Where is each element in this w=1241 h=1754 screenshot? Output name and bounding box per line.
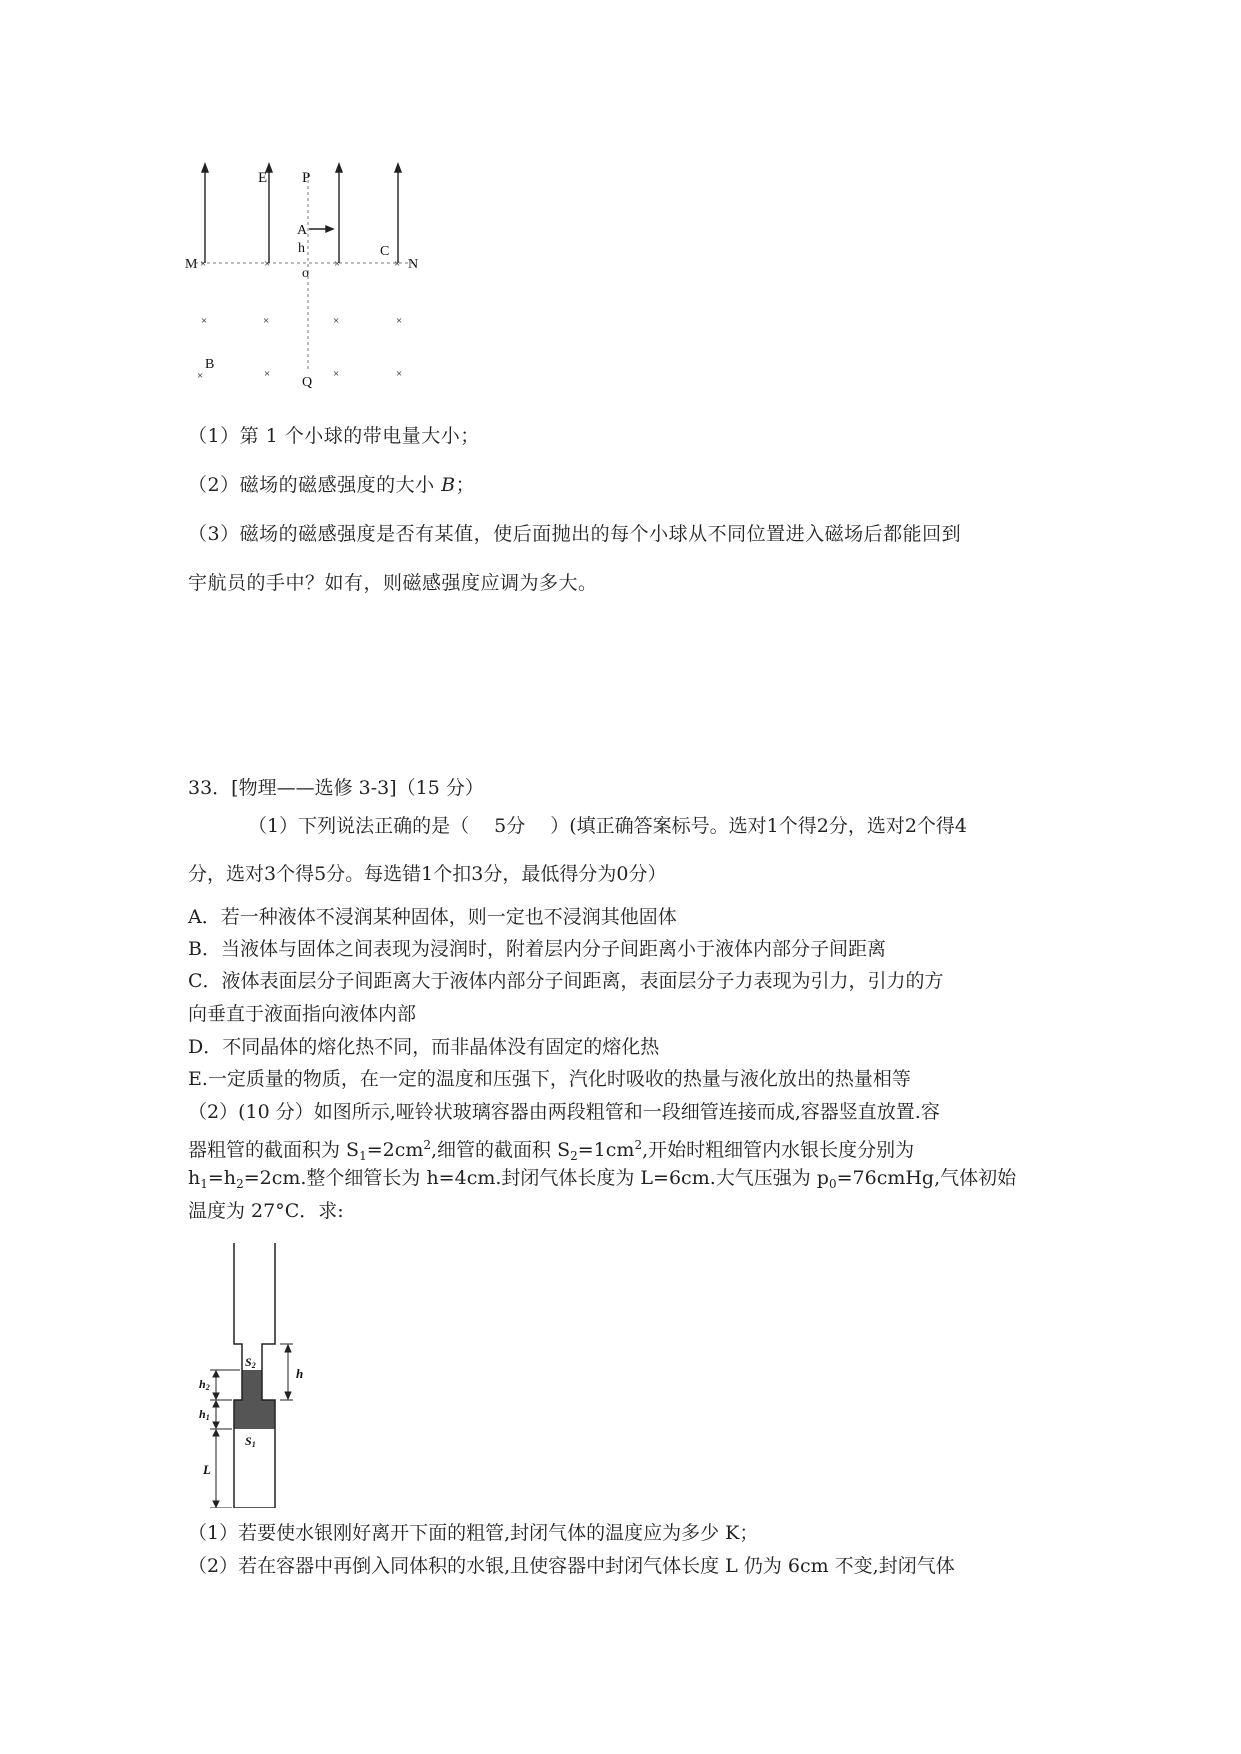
label-s1-base: S (245, 1434, 252, 1448)
q33-part1-line-1: （1）下列说法正确的是（ 5分 ）(填正确答案标号。选对1个得2分，选对2个得4 (248, 815, 968, 837)
field-cross: × (264, 368, 271, 380)
q32-item-2-text: （2）磁场的磁感强度的大小 (188, 474, 442, 496)
field-diagram (185, 160, 435, 400)
p3-text: =76cmHg,气体初始 (836, 1167, 1017, 1189)
p2-text: 器粗管的截面积为 S (188, 1139, 360, 1161)
label-h: h (298, 241, 305, 256)
field-cross: × (333, 315, 340, 327)
label-h: h (296, 1366, 304, 1381)
q33-sub-question-2: （2）若在容器中再倒入同体积的水银,且使容器中封闭气体长度 L 仍为 6cm 不变,封闭气体 (188, 1555, 955, 1577)
mercury-h2 (242, 1370, 262, 1400)
label-h2-sub: 2 (205, 1383, 210, 1392)
label-m: M (185, 257, 198, 272)
option-b: B．当液体与固体之间表现为浸润时，附着层内分子间距离小于液体内部分子间距离 (188, 938, 886, 960)
label-h2 (199, 1377, 210, 1392)
mercury-h1 (234, 1400, 275, 1429)
label-o: o (302, 266, 309, 281)
label-h1-sub: 1 (205, 1413, 210, 1422)
p2-text: ,开始时粗细管内水银长度分别为 (642, 1139, 915, 1161)
q33-part1-line-2: 分，选对3个得5分。每选错1个扣3分，最低得分为0分） (188, 863, 667, 885)
q32-var-b: B (441, 474, 456, 496)
p3-text: =h (207, 1167, 237, 1189)
p2-text: =2cm (366, 1139, 424, 1161)
option-c-line-2: 向垂直于液面指向液体内部 (188, 1003, 417, 1025)
q33-part2-line-1: （2）(10 分）如图所示,哑铃状玻璃容器由两段粗管和一段细管连接而成,容器竖直放置.容 (188, 1101, 940, 1123)
label-h2-base: h (199, 1377, 206, 1391)
p3-sub: 0 (828, 1177, 837, 1191)
label-s1-sub: 1 (251, 1440, 256, 1449)
p2-sup: 2 (634, 1138, 643, 1152)
label-b: B (205, 357, 215, 372)
option-a: A．若一种液体不浸润某种固体，则一定也不浸润其他固体 (188, 906, 677, 928)
q33-part2-line-4: 温度为 27°C．求: (188, 1200, 344, 1222)
p2-text: =1cm (577, 1139, 635, 1161)
label-e: E (258, 170, 268, 186)
q32-item-1: （1）第 1 个小球的带电量大小； (188, 425, 480, 447)
field-cross: × (333, 368, 340, 380)
p2-sub: 1 (359, 1149, 367, 1163)
label-s2-base: S (245, 1355, 252, 1369)
p3-sub: 2 (236, 1177, 244, 1191)
label-s2-sub: 2 (251, 1361, 256, 1370)
q32-item-3-line-2: 宇航员的手中？如有，则磁感强度应调为多大。 (188, 572, 598, 594)
p3-text: =2cm.整个细管长为 h=4cm.封闭气体长度为 L=6cm.大气压强为 p (243, 1167, 829, 1189)
field-cross: × (263, 315, 270, 327)
label-s2 (245, 1355, 256, 1370)
label-l: L (203, 1462, 211, 1477)
q33-part2-line-3 (188, 1166, 1016, 1196)
field-cross: × (396, 315, 403, 327)
q33-sub-question-1: （1）若要使水银刚好离开下面的粗管,封闭气体的温度应为多少 K； (188, 1522, 759, 1544)
q32-item-2-end: ； (455, 474, 476, 496)
label-q: Q (302, 375, 313, 390)
field-cross: × (197, 370, 204, 382)
dumbbell-container-diagram (190, 1238, 330, 1508)
q33-part2-line-2 (188, 1133, 914, 1168)
field-cross: × (201, 315, 208, 327)
field-cross: × (396, 368, 403, 380)
label-h1 (199, 1407, 210, 1422)
p3-text: h (188, 1167, 201, 1189)
q33-title: 33．[物理——选修 3-3]（15 分） (188, 777, 484, 799)
p2-text: ,细管的截面积 S (431, 1139, 571, 1161)
p2-sup: 2 (423, 1138, 432, 1152)
field-cross: × (334, 258, 341, 270)
label-p: P (302, 170, 311, 186)
label-s1 (245, 1434, 256, 1449)
field-cross: × (200, 258, 207, 270)
field-cross: × (264, 258, 271, 270)
label-c: C (380, 244, 390, 259)
q32-item-3-line-1: （3）磁场的磁感强度是否有某值，使后面抛出的每个小球从不同位置进入磁场后都能回到 (188, 523, 962, 545)
field-cross: × (394, 258, 401, 270)
p3-sub: 1 (200, 1177, 208, 1191)
label-h1-base: h (199, 1407, 206, 1421)
label-n: N (408, 257, 419, 272)
option-e: E.一定质量的物质，在一定的温度和压强下，汽化时吸收的热量与液化放出的热量相等 (188, 1068, 911, 1090)
option-c-line-1: C．液体表面层分子间距离大于液体内部分子间距离，表面层分子力表现为引力，引力的方 (188, 970, 944, 992)
label-a: A (297, 223, 308, 238)
option-d: D．不同晶体的熔化热不同，而非晶体没有固定的熔化热 (188, 1036, 660, 1058)
q32-item-2 (188, 473, 475, 497)
p2-sub: 2 (570, 1149, 578, 1163)
